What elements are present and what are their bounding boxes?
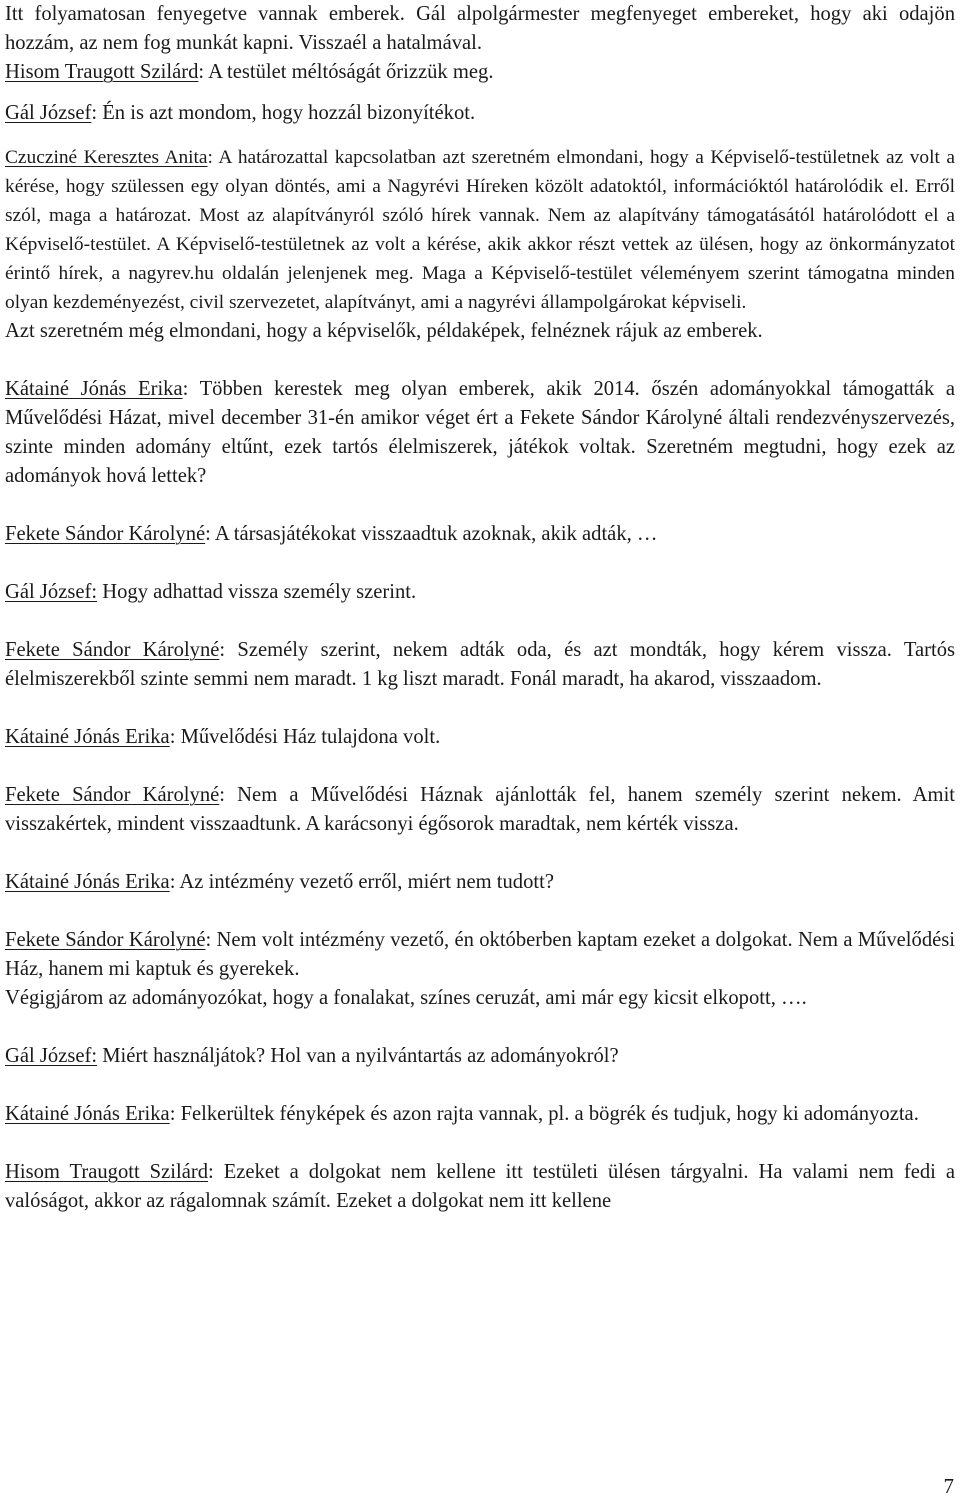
paragraph-text: Itt folyamatosan fenyegetve vannak emberek. Gál alpolgármester megfenyeget embereket, hogy aki odajön hozzám, az nem fog munkát kapni. Visszaél a hatalmával. [5,3,955,54]
speaker-name: Czucziné Keresztes Anita [5,147,208,168]
speaker-name: Hisom Traugott Szilárd [5,1161,209,1183]
speaker-name: Gál József [5,102,92,124]
paragraph-statement [5,375,955,491]
speaker-name: Kátainé Jónás Erika [5,1103,170,1125]
paragraph-statement [5,143,955,317]
paragraph-text: Végigjárom az adományozókat, hogy a fonalakat, színes ceruzát, ami már egy kicsit elkopott, …. [5,987,807,1009]
speaker-name: Gál József: [5,581,98,603]
paragraph-statement [5,1158,955,1216]
paragraph-text: : A testület méltóságát őrizzük meg. [198,61,494,83]
speaker-name: Hisom Traugott Szilárd [5,61,199,83]
paragraph-text: : Én is azt mondom, hogy hozzál bizonyítékot. [91,102,476,124]
speaker-name: Fekete Sándor Károlyné [5,784,220,806]
paragraph-text: : Művelődési Ház tulajdona volt. [169,726,441,748]
paragraph-statement [5,317,955,346]
paragraph-statement [5,636,955,694]
speaker-name: Fekete Sándor Károlyné [5,929,206,951]
paragraph-text: : Nem volt intézmény vezető, én októberben kaptam ezeket a dolgokat. Nem a Művelődési Ház, hanem mi kaptuk és gyerekek. [5,929,956,980]
paragraph-text: : Személy szerint, nekem adták oda, és azt mondták, hogy kérem vissza. Tartós élelmiszerekből szinte semmi nem maradt. 1 kg liszt maradt. Fonál maradt, ha akarod, visszaadom. [5,639,955,690]
speaker-name: Fekete Sándor Károlyné [5,639,220,661]
page-number: 7 [943,1474,954,1498]
speaker-name: Kátainé Jónás Erika [5,378,183,400]
paragraph-statement [5,99,955,128]
speaker-name: Kátainé Jónás Erika [5,871,170,893]
paragraph-text: : Az intézmény vezető erről, miért nem tudott? [169,871,554,893]
paragraph-text: Miért használjátok? Hol van a nyilvántartás az adományokról? [97,1045,619,1067]
paragraph-statement [5,723,955,752]
paragraph-statement [5,1100,955,1129]
paragraph-statement [5,868,955,897]
paragraph-statement [5,781,955,839]
paragraph-text: : Ezeket a dolgokat nem kellene itt testületi ülésen tárgyalni. Ha valami nem fedi a valóságot, akkor az rágalomnak számít. Ezeket a dolgokat nem itt kellene [5,1161,955,1212]
paragraph-statement [5,926,955,984]
document-body [5,0,955,1216]
paragraph-statement [5,58,955,87]
speaker-name: Fekete Sándor Károlyné [5,523,206,545]
paragraph-text: : Felkerültek fényképek és azon rajta vannak, pl. a bögrék és tudjuk, hogy ki adományozta. [169,1103,919,1125]
paragraph-statement [5,1042,955,1071]
paragraph-statement [5,520,955,549]
speaker-name: Kátainé Jónás Erika [5,726,170,748]
paragraph-statement [5,578,955,607]
paragraph-text: : A társasjátékokat visszaadtuk azoknak, akik adták, … [205,523,658,545]
paragraph-text: : A határozattal kapcsolatban azt szeretném elmondani, hogy a Képviselő-testületnek az volt a kérése, hogy szülessen egy olyan döntés, ami a Nagyrévi Híreken közölt adatoktól, információktól határolódik el. Erről szól, maga a határozat. Most az alapítványról szóló hírek vannak. Nem az alapítvány támogatásától határolódott el a Képviselő-testület. A Képviselő-testületnek az volt a kérése, akik akkor részt vettek az ülésen, hogy az önkormányzatot érintő hírek, a nagyrev.hu oldalán jelenjenek meg. Maga a Képviselő-testület véleményem szerint támogatna minden olyan kezdeményezést, civil szervezetet, alapítványt, ami a nagyrévi állampolgárokat képviseli. [5,147,955,313]
speaker-name: Gál József: [5,1045,98,1067]
paragraph-statement [5,984,955,1013]
paragraph-text: : Többen kerestek meg olyan emberek, akik 2014. őszén adományokkal támogatták a Művelődési Házat, mivel december 31-én amikor véget ért a Fekete Sándor Károlyné általi rendezvényszervezés, szinte minden adomány eltűnt, ezek tartós élelmiszerek, játékok voltak. Szeretném megtudni, hogy ezek az adományok hová lettek? [5,378,955,487]
paragraph-text: Hogy adhattad vissza személy szerint. [97,581,417,603]
paragraph-text: : Nem a Művelődési Háznak ajánlották fel, hanem személy szerint nekem. Amit visszakértek, mindent visszaadtunk. A karácsonyi égősorok maradtak, nem kérték vissza. [5,784,956,835]
paragraph-text: Azt szeretném még elmondani, hogy a képviselők, példaképek, felnéznek rájuk az emberek. [5,320,763,342]
paragraph-intro [5,0,955,58]
